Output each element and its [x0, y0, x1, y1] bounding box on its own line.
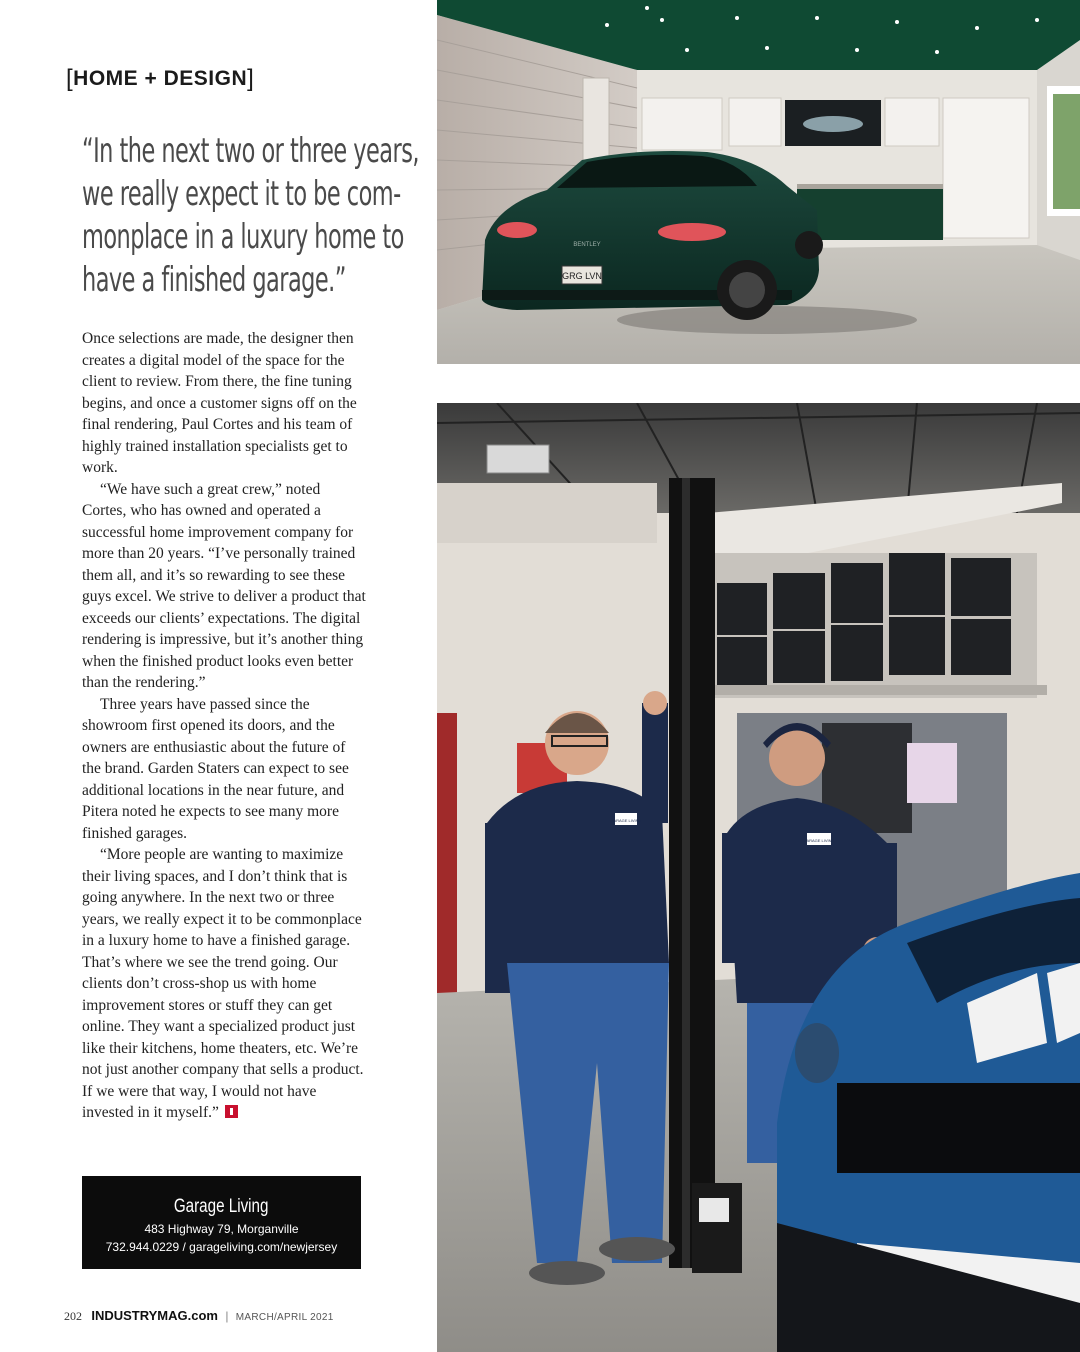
article-paragraph: Three years have passed since the showroom first opened its doors, and the owners are enthusiastic about the future of the brand. Garden Staters can expect to see additional locations in the near future, and Pitera noted he expects to see many more finished garages.: [82, 695, 349, 842]
page-number: 202: [64, 1309, 82, 1323]
showroom-owners-illustration: [437, 403, 1080, 1352]
footer-separator: |: [225, 1309, 229, 1323]
shirt-logo-left: GARAGE LIVING: [610, 818, 642, 823]
garage-bentley-illustration: [437, 0, 1080, 364]
page-footer: [64, 1308, 334, 1324]
pull-quote-line: monplace in a luxury home to: [82, 217, 404, 257]
pull-quote: [82, 130, 420, 302]
bracket-open: [: [66, 65, 74, 92]
business-info-box: [82, 1176, 361, 1269]
business-name: Garage Living: [174, 1196, 269, 1217]
pull-quote-line: “In the next two or three years,: [82, 131, 420, 171]
license-plate-text: GRG LVN: [562, 271, 602, 281]
article-paragraph: “We have such a great crew,” noted Cortes, who has owned and operated a successful home improvement company for more than 20 years. “I’ve personally trained them all, and it’s so rewarding to see these guys excel. We strive to deliver a product that exceeds our clients’ expectations. The digital rendering is impressive, but it’s another thing when the finished product looks even better than the rendering.”: [82, 480, 366, 691]
section-label: [66, 64, 254, 92]
garage-bentley-photo: [437, 0, 1080, 364]
end-of-article-icon: [225, 1105, 238, 1118]
article-paragraph: Once selections are made, the designer then creates a digital model of the space for the client to review. From there, the fine tuning begins, and once a customer signs off on the final rendering, Paul Cortes and his team of highly trained installation specialists get to work.: [82, 330, 357, 476]
business-contact: 732.944.0229 / garageliving.com/newjersey: [105, 1240, 338, 1254]
article-body: [82, 328, 366, 1124]
article-column: [0, 0, 436, 1352]
bracket-close: ]: [247, 65, 255, 92]
issue-date: MARCH/APRIL 2021: [235, 1312, 334, 1323]
pull-quote-line: we really expect it to be com-: [82, 174, 401, 214]
article-paragraph-last: [82, 844, 366, 1124]
pull-quote-line: have a finished garage.”: [82, 260, 346, 300]
magazine-name: INDUSTRYMAG.com: [91, 1308, 218, 1323]
car-badge-text: BENTLEY: [573, 242, 601, 248]
article-paragraph-text: “More people are wanting to maximize their living spaces, and I don’t think that is going anywhere. In the next two or three years, we really expect it to be commonplace in a luxury home to have a finished garage. That’s where we see the trend going. Our clients don’t cross-shop us with home improvement stores or stuff they can get online. They want a specialized product just like their kitchens, home theaters, etc. We’re not just another company that sells a product. If we were that way, I would not have invested in it myself.”: [82, 846, 364, 1121]
shirt-logo-right: GARAGE LIVING: [803, 838, 835, 843]
business-address: 483 Highway 79, Morganville: [144, 1222, 299, 1236]
section-label-text: HOME + DESIGN: [73, 67, 248, 90]
showroom-owners-photo: [437, 403, 1080, 1352]
